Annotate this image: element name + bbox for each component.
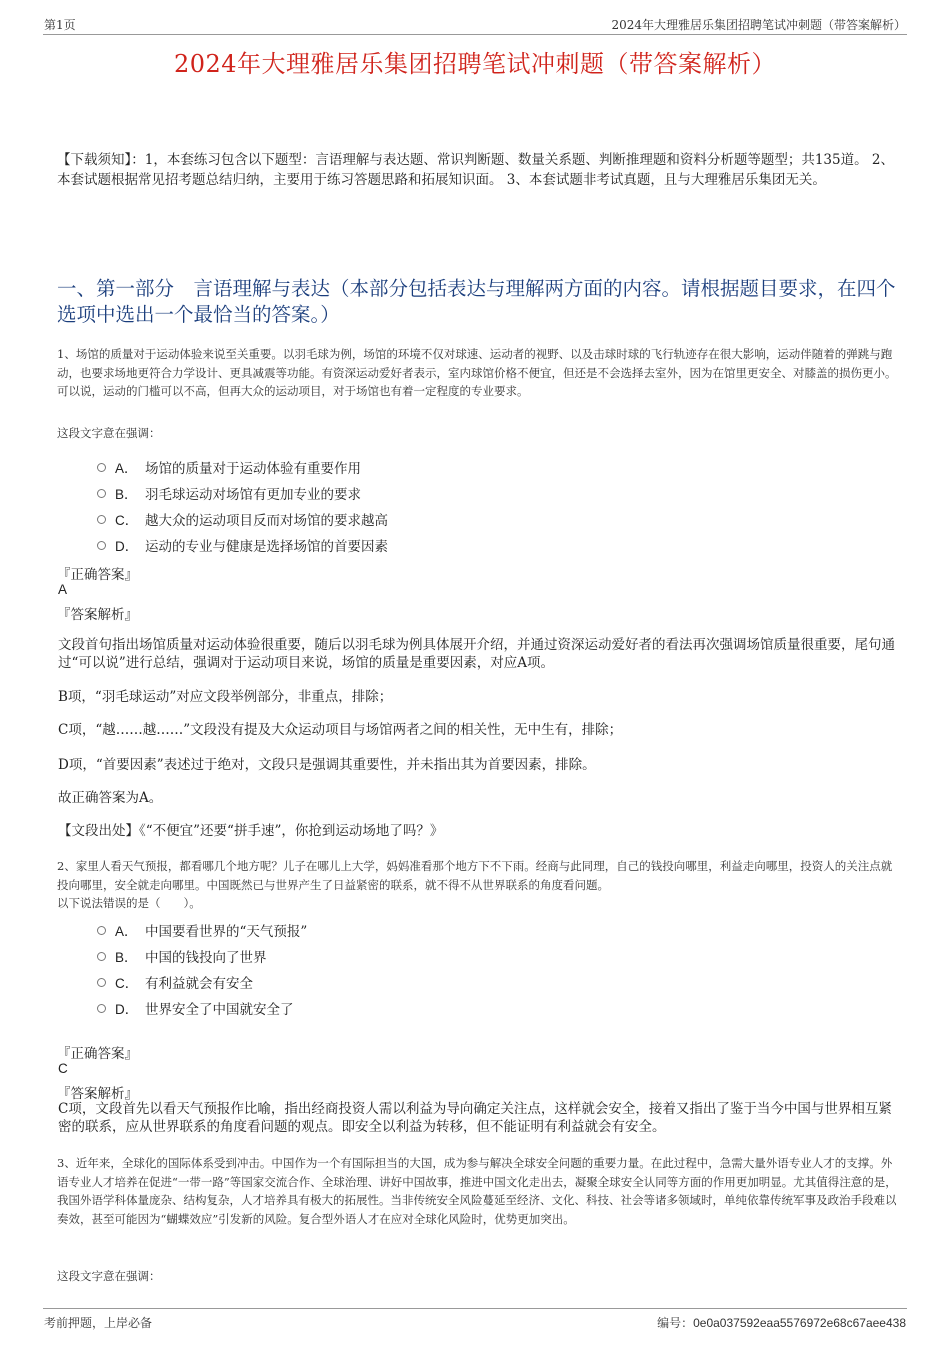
footer-code-value: 0e0a037592eaa5576972e68c67aee438 <box>693 1316 906 1330</box>
question-3-prompt: 这段文字意在强调： <box>57 1269 161 1283</box>
question-1-option-d[interactable]: D． 运动的专业与健康是选择场馆的首要因素 <box>97 535 388 555</box>
question-1-analysis-paragraph: C项，“越……越……”文段没有提及大众运动项目与场馆两者之间的相关性，无中生有，排除； <box>58 722 623 738</box>
radio-icon[interactable] <box>97 489 106 498</box>
question-1-analysis-paragraph: 文段首句指出场馆质量对运动体验很重要，随后以羽毛球为例具体展开介绍，并通过资深运动爱好者的看法再次强调场馆质量很重要，尾句通过“可以说”进行总结，强调对于运动项目来说，场馆的质量是重要因素，对应A项。 <box>58 637 895 671</box>
question-1-answer: A <box>58 582 68 597</box>
question-1-analysis-paragraph: B项，“羽毛球运动”对应文段举例部分，非重点，排除； <box>58 689 393 705</box>
page-number: 第1页 <box>44 18 76 32</box>
footer-code-label: 编号： <box>657 1316 694 1330</box>
question-2-prompt: 以下说法错误的是（ ）。 <box>57 896 201 910</box>
question-1-prompt: 这段文字意在强调： <box>57 426 161 440</box>
question-1-stem: 1、场馆的质量对于运动体验来说至关重要。以羽毛球为例，场馆的环境不仅对球速、运动者的视野、以及击球时球的飞行轨迹存在很大影响，运动伴随着的弹跳与跑动，也要求场地更符合力学设计、更具减震等功能。有资深运动爱好者表示，室内球馆价格不便宜，但还是不会选择去室外，因为在馆里更安全、对膝盖的损伤更小。可以说，运动的门槛可以不高，但再大众的运动项目，对于场馆也有着一定程度的专业要求。 <box>57 347 897 399</box>
radio-icon[interactable] <box>97 978 106 987</box>
radio-icon[interactable] <box>97 952 106 961</box>
radio-icon[interactable] <box>97 463 106 472</box>
question-2-option-c[interactable]: C． 有利益就会有安全 <box>97 972 253 992</box>
question-1-analysis-label: 『答案解析』 <box>57 607 138 623</box>
section-heading: 一、第一部分 言语理解与表达（本部分包括表达与理解两方面的内容。请根据题目要求，在四个选项中选出一个最恰当的答案。） <box>57 277 896 326</box>
question-1-conclusion: 故正确答案为A。 <box>58 790 163 806</box>
page-title: 2024年大理雅居乐集团招聘笔试冲刺题（带答案解析） <box>173 50 777 78</box>
question-2-stem: 2、家里人看天气预报，都看哪几个地方呢？儿子在哪儿上大学，妈妈准看那个地方下不下雨。经商与此同理，自己的钱投向哪里，利益走向哪里，投资人的关注点就投向哪里，安全就走向哪里。中国既然已与世界产生了日益紧密的联系，就不得不从世界联系的角度看问题。 <box>57 859 893 892</box>
question-2-analysis-label: 『答案解析』 <box>57 1086 138 1102</box>
question-2-analysis-paragraph: C项，文段首先以看天气预报作比喻，指出经商投资人需以利益为导向确定关注点，这样就会安全，接着又指出了鉴于当今中国与世界相互紧密的联系，应从世界联系的角度看问题的观点。即安全以利益为转移，但不能证明有利益就会有安全。 <box>58 1101 892 1135</box>
radio-icon[interactable] <box>97 515 106 524</box>
question-2-option-a[interactable]: A． 中国要看世界的“天气预报” <box>97 920 307 940</box>
question-1-answer-label: 『正确答案』 <box>57 567 138 583</box>
question-1-option-c[interactable]: C． 越大众的运动项目反而对场馆的要求越高 <box>97 509 388 529</box>
header-doc-title: 2024年大理雅居乐集团招聘笔试冲刺题（带答案解析） <box>611 18 906 32</box>
question-1-option-b[interactable]: B． 羽毛球运动对场馆有更加专业的要求 <box>97 483 361 503</box>
footer-slogan: 考前押题，上岸必备 <box>44 1316 153 1330</box>
header-divider <box>43 34 907 35</box>
question-2-answer-label: 『正确答案』 <box>57 1046 138 1062</box>
question-2-option-b[interactable]: B． 中国的钱投向了世界 <box>97 946 267 966</box>
radio-icon[interactable] <box>97 541 106 550</box>
question-3-stem: 3、近年来，全球化的国际体系受到冲击。中国作为一个有国际担当的大国，成为参与解决全球安全问题的重要力量。在此过程中，急需大量外语专业人才的支撑。外语专业人才培养在促进“一带一路”等国家交流合作、全球治理、讲好中国故事，推进中国文化走出去，凝聚全球安全认同等方面的作用更加明显。尤其值得注意的是，我国外语学科体量庞杂、结构复杂，人才培养具有极大的拓展性。当非传统安全风险蔓延至经济、文化、科技、社会等诸多领域时，单纯依靠传统军事及政治手段难以奏效，甚至可能因为“蝴蝶效应”引发新的风险。复合型外语人才在应对全球化风险时，优势更加突出。 <box>57 1156 897 1226</box>
radio-icon[interactable] <box>97 926 106 935</box>
question-1-option-a[interactable]: A． 场馆的质量对于运动体验有重要作用 <box>97 457 361 477</box>
question-2-option-d[interactable]: D． 世界安全了中国就安全了 <box>97 998 294 1018</box>
footer-doc-code <box>657 1314 906 1331</box>
question-2-answer: C <box>58 1061 68 1076</box>
radio-icon[interactable] <box>97 1004 106 1013</box>
download-notice: 【下载须知】：1，本套练习包含以下题型：言语理解与表达题、常识判断题、数量关系题、判断推理题和资料分析题等题型；共135道。 2、本套试题根据常见招考题总结归纳，主要用于练习答题思路和拓展知识面。 3、本套试题非考试真题，且与大理雅居乐集团无关。 <box>57 152 894 188</box>
question-1-source: 【文段出处】《“不便宜”还要“拼手速”，你抢到运动场地了吗？》 <box>58 823 444 839</box>
footer-divider <box>43 1308 907 1309</box>
question-1-analysis-paragraph: D项，“首要因素”表述过于绝对，文段只是强调其重要性，并未指出其为首要因素，排除。 <box>58 757 596 773</box>
